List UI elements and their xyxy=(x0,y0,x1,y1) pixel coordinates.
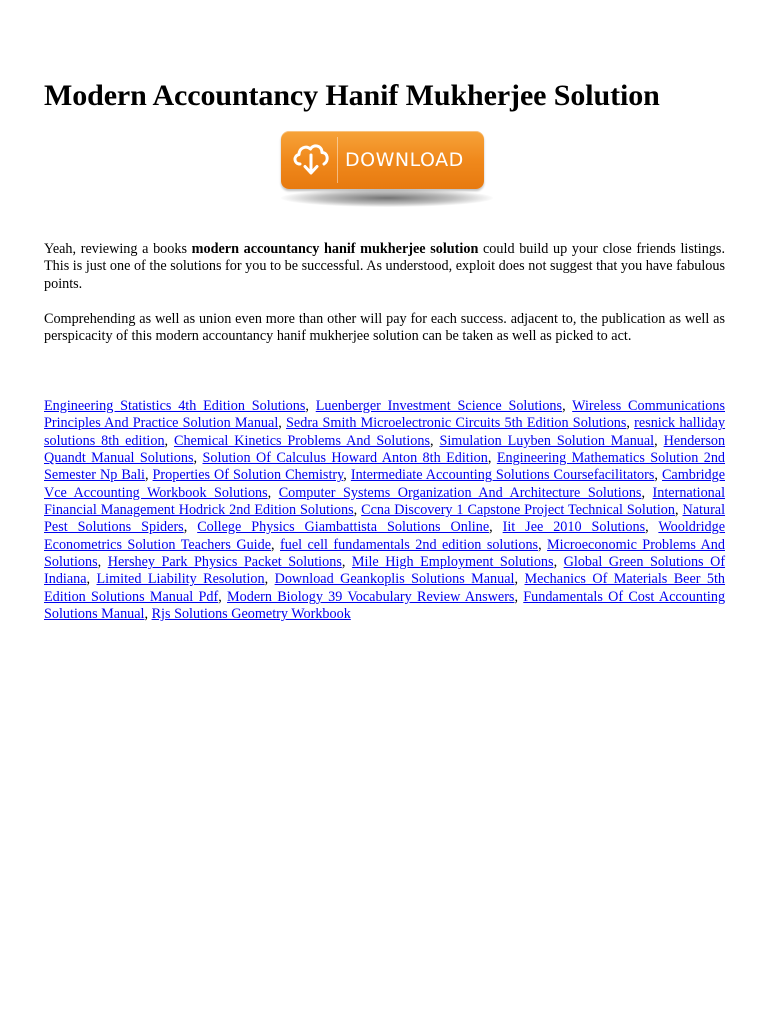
related-link[interactable]: Iit Jee 2010 Solutions xyxy=(502,519,646,536)
link-separator: , xyxy=(626,415,635,432)
link-separator: , xyxy=(264,571,275,588)
download-button-label: DOWNLOAD xyxy=(345,149,464,171)
related-link[interactable]: Ccna Discovery 1 Capstone Project Technical Solution xyxy=(361,502,675,519)
link-separator: , xyxy=(487,450,497,467)
link-separator: , xyxy=(144,606,152,623)
link-separator: , xyxy=(183,519,198,536)
related-link[interactable]: Solution Of Calculus Howard Anton 8th Edition xyxy=(202,450,488,467)
related-link[interactable]: Natural Pest Solutions Spiders xyxy=(44,502,726,536)
link-separator: , xyxy=(538,536,548,553)
related-link[interactable]: Rjs Solutions Geometry Workbook xyxy=(151,606,351,623)
link-separator: , xyxy=(654,432,664,449)
related-link[interactable]: International Financial Management Hodrick 2nd Edition Solutions xyxy=(44,484,726,519)
related-link[interactable]: Henderson Quandt Manual Solutions xyxy=(44,432,726,467)
related-link[interactable]: Mile High Employment Solutions xyxy=(351,554,554,571)
link-separator: , xyxy=(562,398,573,414)
download-button-divider xyxy=(337,137,338,183)
download-banner xyxy=(275,131,499,213)
related-link[interactable]: Cambridge Vce Accounting Workbook Solutions xyxy=(44,467,725,501)
download-button-shadow xyxy=(281,189,493,207)
link-separator: , xyxy=(278,415,287,432)
link-separator: , xyxy=(514,571,525,588)
link-separator: , xyxy=(164,432,174,449)
link-separator: , xyxy=(86,571,97,588)
link-separator: , xyxy=(343,467,351,484)
related-link[interactable]: Mechanics Of Materials Beer 5th Edition Solutions Manual Pdf xyxy=(44,571,726,605)
related-link[interactable]: Chemical Kinetics Problems And Solutions xyxy=(173,432,431,449)
link-separator: , xyxy=(675,502,683,519)
related-link[interactable]: Microeconomic Problems And Solutions xyxy=(44,536,725,571)
related-link[interactable]: Intermediate Accounting Solutions Coursefacilitators xyxy=(350,467,655,484)
related-link[interactable]: Sedra Smith Microelectronic Circuits 5th Edition Solutions xyxy=(286,415,627,432)
intro-text-bold: modern accountancy hanif mukherjee solution xyxy=(191,241,479,257)
link-separator: , xyxy=(341,554,352,571)
related-link[interactable]: College Physics Giambattista Solutions Online xyxy=(197,519,490,536)
link-separator: , xyxy=(218,588,228,605)
link-separator: , xyxy=(267,484,279,501)
link-separator: , xyxy=(645,519,659,536)
link-separator: , xyxy=(305,398,316,414)
related-link[interactable]: Fundamentals Of Cost Accounting Solutions Manual xyxy=(44,588,726,623)
link-separator: , xyxy=(641,484,653,501)
link-separator: , xyxy=(430,432,440,449)
cloud-download-icon xyxy=(291,139,331,179)
link-separator: , xyxy=(193,450,203,467)
download-button[interactable] xyxy=(281,131,484,189)
link-separator: , xyxy=(271,536,280,553)
related-link[interactable]: Download Geankoplis Solutions Manual xyxy=(274,571,515,588)
link-separator: , xyxy=(654,467,662,484)
related-link[interactable]: Wireless Communications Principles And Practice Solution Manual xyxy=(44,398,725,432)
link-separator: , xyxy=(489,519,503,536)
second-paragraph: Comprehending as well as union even more than other will pay for each success. adjacent to, the publication as well as perspicacity of this modern accountancy hanif mukherjee solution can be taken as well as picked to act. xyxy=(44,311,725,345)
related-link[interactable]: Modern Biology 39 Vocabulary Review Answers xyxy=(227,588,515,605)
related-link[interactable]: Computer Systems Organization And Architecture Solutions xyxy=(278,484,642,501)
related-link[interactable]: Wooldridge Econometrics Solution Teachers Guide xyxy=(44,519,726,553)
link-separator: , xyxy=(353,502,362,519)
related-link[interactable]: Limited Liability Resolution xyxy=(96,571,265,588)
related-link[interactable]: Engineering Mathematics Solution 2nd Semester Np Bali xyxy=(44,450,726,484)
link-separator: , xyxy=(97,554,108,571)
intro-text-before: Yeah, reviewing a books xyxy=(44,241,192,257)
intro-paragraph xyxy=(44,241,725,293)
link-separator: , xyxy=(553,554,564,571)
related-link[interactable]: fuel cell fundamentals 2nd edition solutions xyxy=(280,536,539,553)
link-separator: , xyxy=(144,467,153,484)
related-links xyxy=(44,398,725,623)
related-link[interactable]: Hershey Park Physics Packet Solutions xyxy=(107,554,342,571)
intro-text-after: could build up your close friends listings. This is just one of the solutions for you to be successful. As understood, exploit does not suggest that you have fabulous points. xyxy=(44,241,725,292)
related-link[interactable]: Properties Of Solution Chemistry xyxy=(152,467,344,484)
link-separator: , xyxy=(514,588,524,605)
related-link[interactable]: Luenberger Investment Science Solutions xyxy=(315,398,563,414)
related-link[interactable]: Simulation Luyben Solution Manual xyxy=(439,432,655,449)
related-link[interactable]: Global Green Solutions Of Indiana xyxy=(44,554,726,588)
page-title: Modern Accountancy Hanif Mukherjee Solution xyxy=(44,79,660,112)
related-link[interactable]: resnick halliday solutions 8th edition xyxy=(44,415,726,449)
related-link[interactable]: Engineering Statistics 4th Edition Solutions xyxy=(44,398,306,414)
